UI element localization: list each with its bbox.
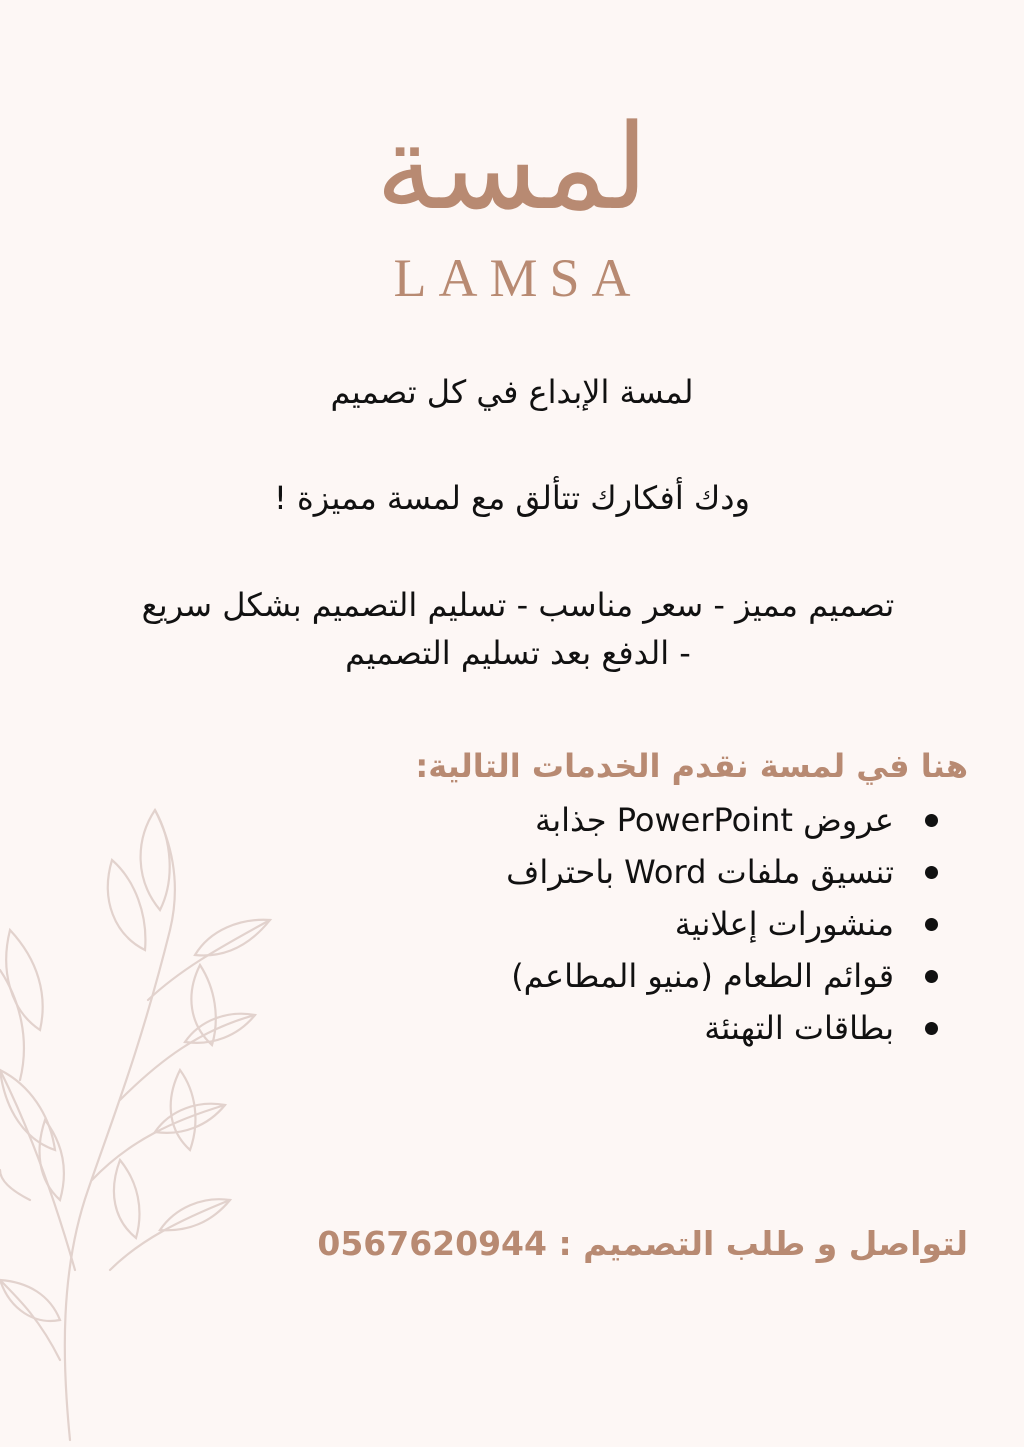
- service-label: بطاقات التهنئة: [704, 1009, 894, 1047]
- bullet-icon: [925, 970, 938, 983]
- list-item: [346, 952, 946, 1004]
- bullet-icon: [925, 866, 938, 879]
- bullet-icon: [925, 1022, 938, 1035]
- leaf-branch-icon: [0, 800, 300, 1447]
- list-item: [346, 796, 946, 848]
- service-label: عروض PowerPoint جذابة: [535, 801, 894, 839]
- brand-arabic-logo: لمسة: [375, 98, 649, 236]
- contact-line: لتواصل و طلب التصميم : 0567620944: [317, 1224, 968, 1263]
- services-list: [346, 796, 946, 1056]
- bullet-icon: [925, 814, 938, 827]
- service-label: منشورات إعلانية: [674, 905, 894, 943]
- features-line-2: - الدفع بعد تسليم التصميم: [345, 634, 691, 672]
- service-label: تنسيق ملفات Word باحتراف: [506, 853, 894, 891]
- list-item: [346, 900, 946, 952]
- features-text: [68, 581, 968, 677]
- tagline: لمسة الإبداع في كل تصميم: [330, 373, 694, 411]
- service-label: قوائم الطعام (منيو المطاعم): [511, 957, 894, 995]
- services-heading: هنا في لمسة نقدم الخدمات التالية:: [415, 747, 968, 785]
- bullet-icon: [925, 918, 938, 931]
- subline: ودك أفكارك تتألق مع لمسة مميزة !: [274, 479, 750, 517]
- list-item: [346, 1004, 946, 1056]
- list-item: [346, 848, 946, 900]
- features-line-1: تصميم مميز - سعر مناسب - تسليم التصميم بشكل سريع: [141, 586, 895, 624]
- brand-latin-logo: LAMSA: [393, 248, 643, 308]
